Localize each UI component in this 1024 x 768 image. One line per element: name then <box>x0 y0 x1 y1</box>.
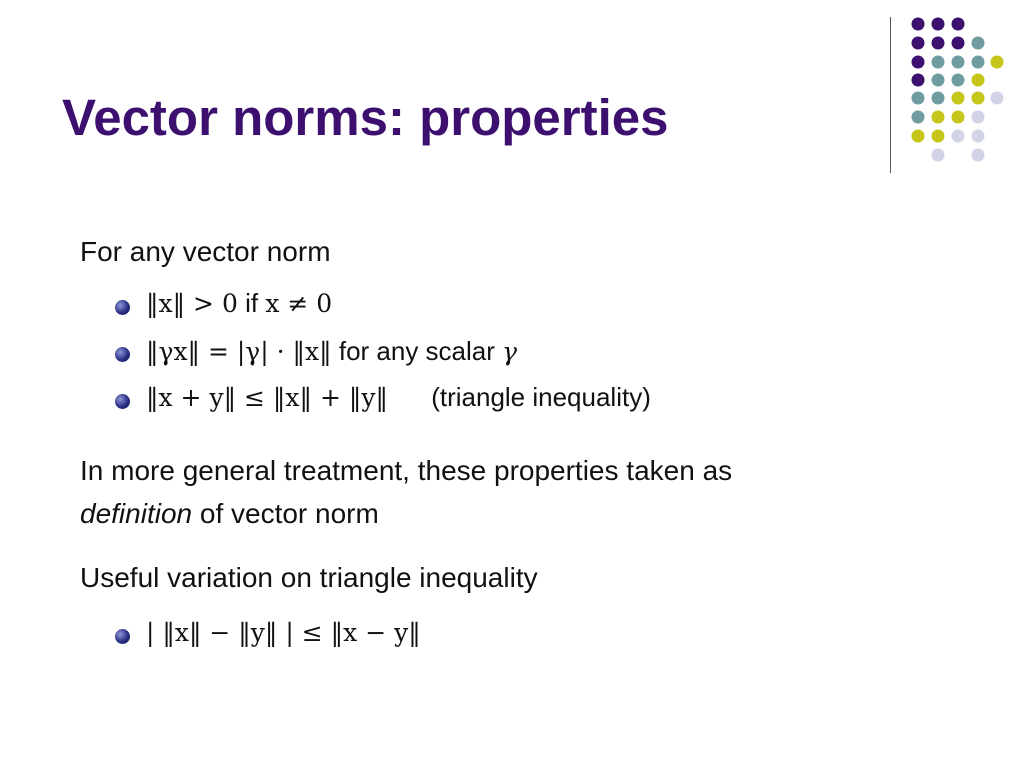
dot <box>912 74 925 87</box>
property-1-text: if <box>245 288 259 318</box>
dot <box>932 130 945 143</box>
divider-line <box>890 17 891 173</box>
property-3 <box>146 382 651 413</box>
dot <box>972 130 985 143</box>
variation-math <box>146 617 421 648</box>
dot <box>932 74 945 87</box>
general-line-1: In more general treatment, these properties taken as <box>80 455 733 486</box>
dot <box>932 149 945 162</box>
dot <box>991 92 1004 105</box>
dot <box>952 37 965 50</box>
dot <box>972 111 985 124</box>
dot <box>972 56 985 69</box>
dot <box>972 149 985 162</box>
bullet-icon <box>115 347 130 362</box>
dot <box>912 130 925 143</box>
dot <box>912 37 925 50</box>
property-2-math: ‖γx‖ = |γ| · ‖x‖ <box>146 337 332 366</box>
dot <box>932 18 945 31</box>
property-1-math: ‖x‖ > 0 <box>146 289 238 318</box>
variation-math-expr: | ‖x‖ − ‖y‖ | ≤ ‖x − y‖ <box>146 618 421 647</box>
property-2-math2: γ <box>502 337 518 366</box>
property-1-math2: x ≠ 0 <box>265 289 333 318</box>
general-line-2-rest: of vector norm <box>199 498 379 529</box>
intro-text: For any vector norm <box>80 236 331 267</box>
variation-text: Useful variation on triangle inequality <box>80 562 538 593</box>
definition-term: definition <box>80 498 193 529</box>
general-line-2 <box>80 498 379 530</box>
property-3-math: ‖x + y‖ ≤ ‖x‖ + ‖y‖ <box>146 383 388 412</box>
dot <box>952 111 965 124</box>
dot <box>912 18 925 31</box>
property-3-text: (triangle inequality) <box>431 382 651 412</box>
dot <box>972 74 985 87</box>
bullet-icon <box>115 300 130 315</box>
dot <box>912 92 925 105</box>
dot <box>972 37 985 50</box>
property-2 <box>146 336 517 367</box>
property-2-text: for any scalar <box>338 336 495 366</box>
dot <box>972 92 985 105</box>
dot <box>991 56 1004 69</box>
property-1 <box>146 288 332 319</box>
slide-title: Vector norms: properties <box>62 89 669 146</box>
dot <box>952 74 965 87</box>
dot <box>932 56 945 69</box>
dot <box>932 92 945 105</box>
dot <box>952 92 965 105</box>
dot <box>952 56 965 69</box>
dot <box>932 37 945 50</box>
dot <box>932 111 945 124</box>
bullet-icon <box>115 394 130 409</box>
dot <box>952 130 965 143</box>
dot <box>912 111 925 124</box>
bullet-icon <box>115 629 130 644</box>
dot <box>912 56 925 69</box>
dot <box>952 18 965 31</box>
